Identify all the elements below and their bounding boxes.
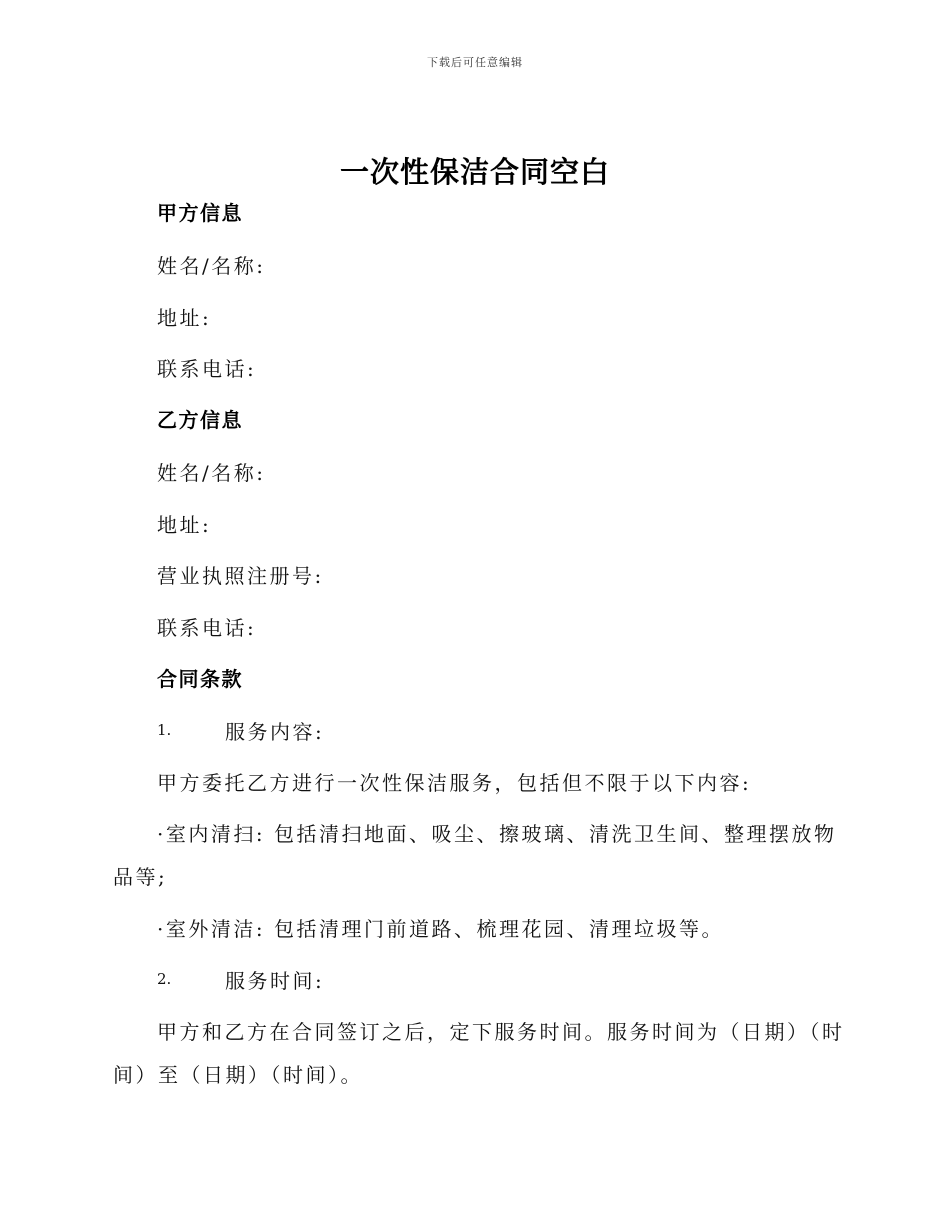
term-item-2-number: 2. [157, 970, 172, 988]
party-a-heading: 甲方信息 [157, 201, 243, 225]
service-time-line2: 间）至（日期）（时间）。 [113, 1063, 363, 1087]
party-b-phone-field: 联系电话: [157, 616, 257, 640]
service-time-line1: 甲方和乙方在合同签订之后，定下服务时间。服务时间为（日期）（时 [157, 1020, 845, 1044]
term-item-1 [157, 716, 325, 744]
bullet-indoor-line2: 品等; [113, 865, 168, 889]
party-a-address-field: 地址: [157, 306, 212, 330]
term-item-1-number: 1. [157, 721, 172, 739]
document-title: 一次性保洁合同空白 [339, 155, 610, 189]
service-intro: 甲方委托乙方进行一次性保洁服务，包括但不限于以下内容: [157, 771, 752, 795]
term-item-2-label: 服务时间: [225, 969, 325, 993]
party-a-name-field: 姓名/名称: [157, 254, 266, 278]
bullet-indoor-line1: ·室内清扫: 包括清扫地面、吸尘、擦玻璃、清洗卫生间、整理摆放物 [157, 822, 837, 846]
bullet-outdoor: ·室外清洁: 包括清理门前道路、梳理花园、清理垃圾等。 [157, 917, 724, 941]
term-item-2 [157, 965, 325, 993]
party-b-heading: 乙方信息 [157, 408, 243, 432]
party-b-name-field: 姓名/名称: [157, 461, 266, 485]
party-a-phone-field: 联系电话: [157, 357, 257, 381]
party-b-address-field: 地址: [157, 513, 212, 537]
header-note: 下载后可任意编辑 [427, 56, 523, 69]
party-b-license-field: 营业执照注册号: [157, 564, 324, 588]
terms-heading: 合同条款 [157, 667, 243, 691]
term-item-1-label: 服务内容: [225, 720, 325, 744]
